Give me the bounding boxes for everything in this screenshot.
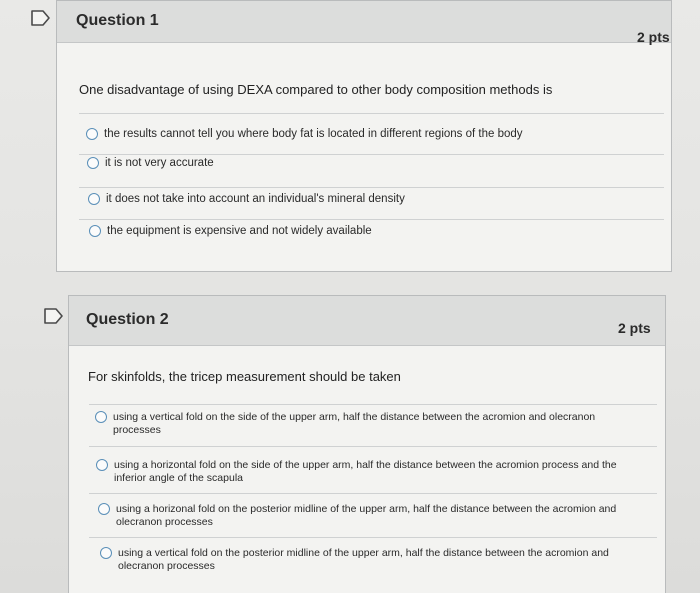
answer-label: the results cannot tell you where body fat is located in different regions of the body [104,128,523,140]
question-2-title: Question 2 [86,311,169,328]
question-2-divider [89,404,657,405]
answer-label: it does not take into account an individual's mineral density [106,193,405,205]
answer-divider [79,219,664,220]
flag-question-1-icon[interactable] [31,10,53,26]
question-1-title: Question 1 [76,12,159,29]
question-1-points: 2 pts [637,29,670,45]
answer-label: using a horizontal fold on the side of the upper arm, half the distance between the acromion process and the inferior angle of the scapula [114,459,617,484]
flag-question-2-icon[interactable] [44,308,66,324]
answer-label: it is not very accurate [105,157,214,169]
radio-button-icon[interactable] [95,411,107,423]
answer-label: using a vertical fold on the posterior midline of the upper arm, half the distance between the acromion and olecranon processes [118,547,609,572]
answer-divider [79,187,664,188]
question-1-answer-4[interactable] [89,225,659,238]
radio-button-icon[interactable] [98,503,110,515]
question-2-answer-1[interactable] [95,411,625,437]
question-1-prompt: One disadvantage of using DEXA compared to other body composition methods is [79,82,553,97]
radio-button-icon[interactable] [88,193,100,205]
answer-label: using a horizonal fold on the posterior midline of the upper arm, half the distance between the acromion and olecranon processes [116,503,617,528]
question-2-prompt: For skinfolds, the tricep measurement should be taken [88,369,401,384]
answer-divider [89,537,657,538]
answer-divider [79,154,664,155]
radio-button-icon[interactable] [87,157,99,169]
radio-button-icon[interactable] [89,225,101,237]
answer-label: using a vertical fold on the side of the upper arm, half the distance between the acromion and olecranon processes [113,411,596,436]
answer-label: the equipment is expensive and not widely available [107,225,372,237]
radio-button-icon[interactable] [86,128,98,140]
radio-button-icon[interactable] [100,547,112,559]
question-1-answer-3[interactable] [88,193,658,206]
answer-divider [89,446,657,447]
radio-button-icon[interactable] [96,459,108,471]
question-2-answer-4[interactable] [100,547,630,573]
question-2-answer-3[interactable] [98,503,643,529]
question-1-divider [79,113,664,114]
question-1-card [56,0,672,272]
question-2-points: 2 pts [618,320,651,336]
question-1-answer-1[interactable] [86,128,656,141]
question-2-answer-2[interactable] [96,459,641,485]
question-1-answer-2[interactable] [87,157,657,170]
question-2-card [68,295,666,593]
answer-divider [89,493,657,494]
